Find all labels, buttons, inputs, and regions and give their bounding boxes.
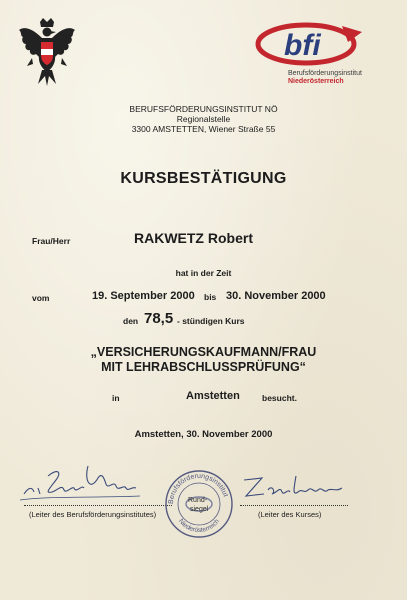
right-signature-caption: (Leiter des Kurses) <box>258 510 322 519</box>
course-hours: 78,5 <box>144 310 174 327</box>
seal-label-line1: Rund- <box>188 497 208 504</box>
austrian-eagle-emblem <box>18 18 76 88</box>
round-seal <box>163 468 235 540</box>
seal-label-line2: siegel <box>190 506 209 513</box>
course-location: Amstetten <box>186 390 240 402</box>
logo-subtitle-line2: Niederösterreich <box>288 78 344 85</box>
hours-prefix: den <box>123 316 139 326</box>
left-signature <box>18 458 142 506</box>
from-label: vom <box>32 293 50 303</box>
institute-address: 3300 AMSTETTEN, Wiener Straße 55 <box>131 124 276 134</box>
hours-suffix: - stündigen Kurs <box>177 316 245 326</box>
left-signature-line <box>24 505 172 506</box>
seal-text-bottom: Niederösterreich <box>177 517 221 535</box>
institute-name: BERUFSFÖRDERUNGSINSTITUT NÖ <box>129 104 278 114</box>
certificate-title: KURSBESTÄTIGUNG <box>120 170 287 187</box>
seal-text-top: Berufsförderungsinstitut <box>167 472 229 505</box>
course-name-line2: MIT LEHRABSCHLUSSPRÜFUNG“ <box>101 360 306 374</box>
bfi-logo <box>254 22 366 66</box>
institute-branch: Regionalstelle <box>176 114 231 124</box>
place-and-date: Amstetten, 30. November 2000 <box>134 429 273 440</box>
svg-text:Niederösterreich <box>177 518 221 534</box>
period-intro: hat in der Zeit <box>175 268 232 278</box>
right-signature-line <box>240 505 348 506</box>
logo-subtitle <box>288 70 398 86</box>
to-label: bis <box>204 292 217 302</box>
left-signature-caption: (Leiter des Berufsförderungsinstitutes) <box>29 510 157 519</box>
course-name-line1: „VERSICHERUNGSKAUFMANN/FRAU <box>90 345 317 359</box>
logo-subtitle-line1: Berufsförderungsinstitut <box>288 70 362 77</box>
end-date: 30. November 2000 <box>226 290 326 302</box>
bfi-logo-text: bfi <box>284 29 321 62</box>
start-date: 19. September 2000 <box>92 290 195 302</box>
right-signature <box>238 470 350 506</box>
course-name <box>0 345 407 375</box>
in-label: in <box>112 393 120 403</box>
visited-text: besucht. <box>262 393 297 403</box>
participant-name: RAKWETZ Robert <box>134 230 253 246</box>
salutation-label: Frau/Herr <box>32 236 71 246</box>
